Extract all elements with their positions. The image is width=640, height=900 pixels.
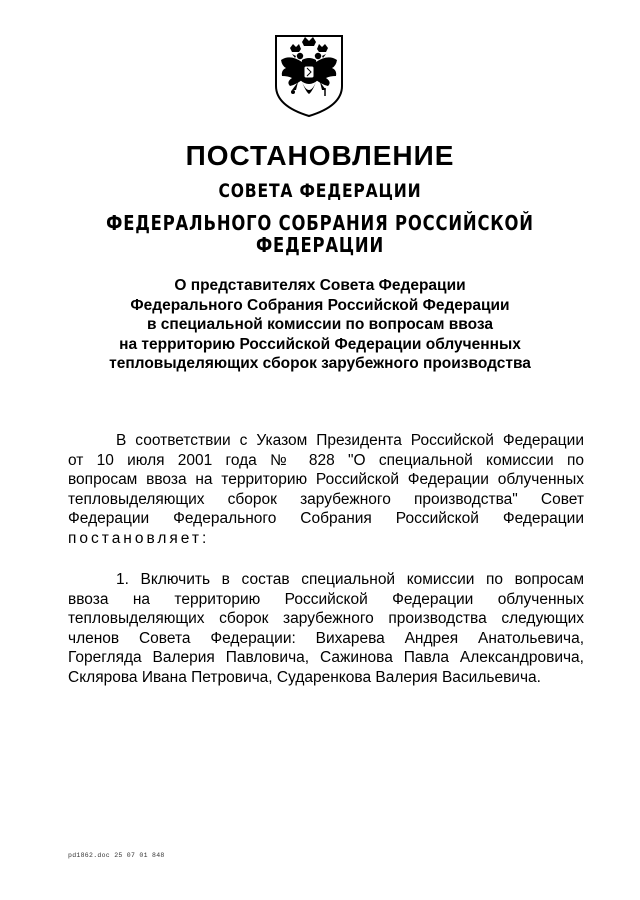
- file-reference: pd1862.doc 25 07 01 848: [68, 852, 165, 859]
- paragraph-line: вопросам ввоза на территорию Российской Федерации облученных: [68, 471, 584, 489]
- issuer-line-1: СОВЕТА ФЕДЕРАЦИИ: [218, 180, 422, 202]
- heading-line: О представителях Совета Федерации: [174, 277, 466, 294]
- paragraph-line: Склярова Ивана Петровича, Сударенкова Валерия Васильевича.: [68, 668, 541, 686]
- paragraph-line: Горегляда Валерия Павловича, Сажинова Павла Александровича,: [68, 649, 584, 667]
- heading-line: тепловыделяющих сборок зарубежного производства: [109, 355, 531, 372]
- heading-line: на территорию Российской Федерации облученных: [119, 335, 521, 353]
- clause-1-paragraph: [68, 570, 584, 688]
- paragraph-line: В соответствии с Указом Президента Российской Федерации: [116, 432, 584, 449]
- coat-of-arms-emblem-icon: [272, 32, 346, 118]
- paragraph-line: Федерации Федерального Собрания Российской Федерации: [68, 510, 584, 528]
- paragraph-line: тепловыделяющих сборок зарубежного производства следующих: [68, 610, 584, 628]
- paragraph-line: членов Совета Федерации: Вихарева Андрея Анатольевича,: [68, 629, 584, 647]
- resolves-word: постановляет:: [68, 529, 210, 547]
- heading-line: Федерального Собрания Российской Федерации: [130, 296, 510, 314]
- paragraph-line: тепловыделяющих сборок зарубежного производства" Совет: [68, 490, 584, 508]
- paragraph-line: 1. Включить в состав специальной комиссии по вопросам: [116, 571, 584, 588]
- paragraph-line: ввоза на территорию Российской Федерации облученных: [68, 590, 584, 608]
- issuer-line-2: ФЕДЕРАЛЬНОГО СОБРАНИЯ РОССИЙСКОЙ ФЕДЕРАЦИИ: [106, 211, 534, 257]
- heading-line: в специальной комиссии по вопросам ввоза: [146, 316, 494, 333]
- resolution-heading: [0, 276, 640, 374]
- preamble-paragraph: [68, 431, 584, 549]
- paragraph-line: от 10 июля 2001 года № 828 "О специальной комиссии по: [68, 451, 584, 469]
- document-title: ПОСТАНОВЛЕНИЕ: [185, 140, 455, 171]
